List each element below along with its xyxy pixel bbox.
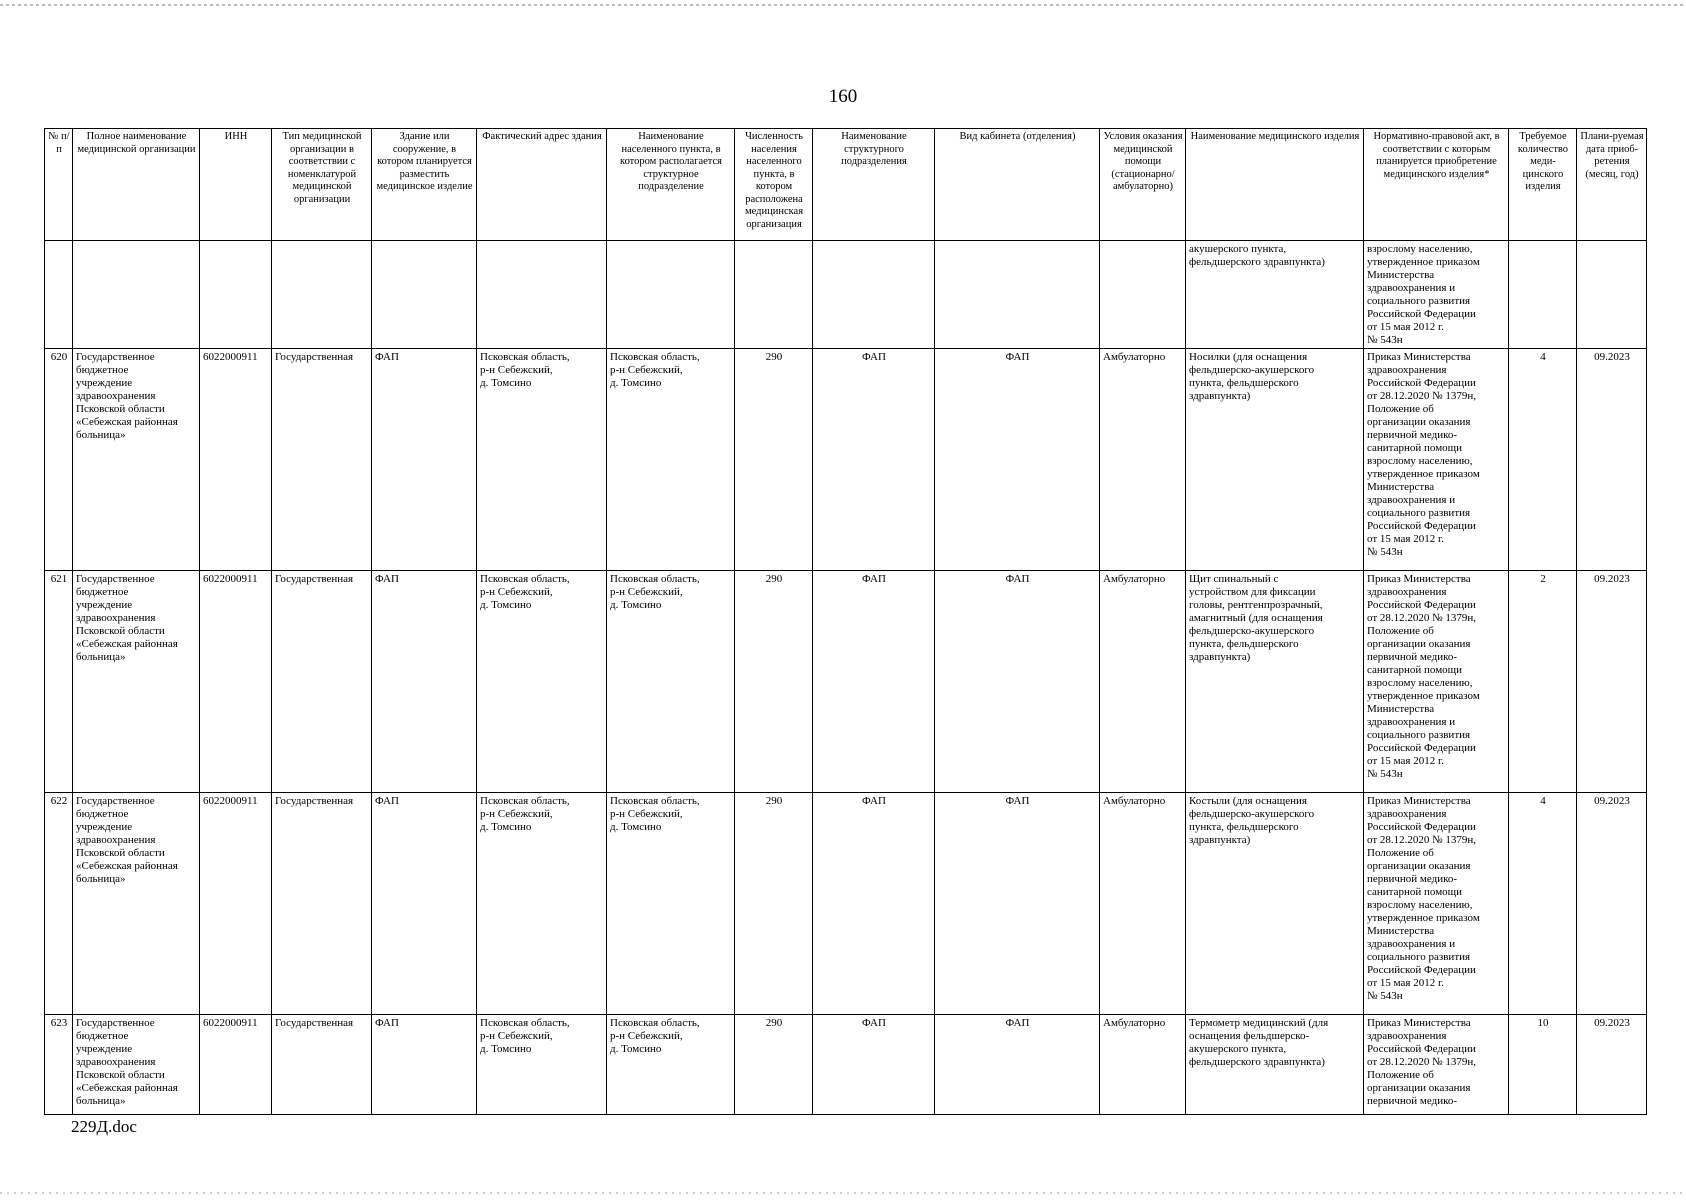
cell-address: Псковская область, р-н Себежский, д. Томсино <box>477 1015 607 1115</box>
cell-unit: ФАП <box>813 571 935 793</box>
cell-num: 620 <box>45 349 73 571</box>
header-type: Тип медицинской организации в соответствии с номенклатурой медицинской организации <box>272 129 372 241</box>
cell-address: Псковская область, р-н Себежский, д. Томсино <box>477 571 607 793</box>
scan-edge-bottom <box>0 1192 1686 1194</box>
cell-date: 09.2023 <box>1577 1015 1647 1115</box>
cell-act: Приказ Министерства здравоохранения Российской Федерации от 28.12.2020 № 1379н, Положение об организации оказания первичной медико- санитарной помощи взрослому населению, утвержденное приказом Министерства здравоохранения и социального развития Российской Федерации от 15 мая 2012 г. № 543н <box>1364 349 1509 571</box>
header-address: Фактический адрес здания <box>477 129 607 241</box>
cell-num: 623 <box>45 1015 73 1115</box>
cell-conditions: Амбулаторно <box>1100 349 1186 571</box>
cell-address: Псковская область, р-н Себежский, д. Томсино <box>477 793 607 1015</box>
cell-num: 621 <box>45 571 73 793</box>
cell-device: Термометр медицинский (для оснащения фельдшерско- акушерского пункта, фельдшерского здравпункта) <box>1186 1015 1364 1115</box>
cell-population: 290 <box>735 571 813 793</box>
cell-unit: ФАП <box>813 1015 935 1115</box>
cell-date: 09.2023 <box>1577 349 1647 571</box>
cell-settlement: Псковская область, р-н Себежский, д. Томсино <box>607 571 735 793</box>
cell-device: акушерского пункта, фельдшерского здравпункта) <box>1186 241 1364 349</box>
cell-building: ФАП <box>372 1015 477 1115</box>
cell-device: Носилки (для оснащения фельдшерско-акушерского пункта, фельдшерского здравпункта) <box>1186 349 1364 571</box>
cell-room: ФАП <box>935 571 1100 793</box>
cell-settlement: Псковская область, р-н Себежский, д. Томсино <box>607 793 735 1015</box>
cell-type: Государственная <box>272 1015 372 1115</box>
cell-inn: 6022000911 <box>200 793 272 1015</box>
cell-unit: ФАП <box>813 793 935 1015</box>
header-room: Вид кабинета (отделения) <box>935 129 1100 241</box>
header-settlement: Наименование населенного пункта, в котором располагается структурное подразделение <box>607 129 735 241</box>
cell-device: Костыли (для оснащения фельдшерско-акушерского пункта, фельдшерского здравпункта) <box>1186 793 1364 1015</box>
header-building: Здание или сооружение, в котором планируется разместить медицинское изделие <box>372 129 477 241</box>
cell-device: Щит спинальный с устройством для фиксации головы, рентгенпрозрачный, амагнитный (для оснащения фельдшерско-акушерского пункта, фельдшерского здравпункта) <box>1186 571 1364 793</box>
cell-address: Псковская область, р-н Себежский, д. Томсино <box>477 349 607 571</box>
cell-conditions: Амбулаторно <box>1100 1015 1186 1115</box>
cell-inn: 6022000911 <box>200 571 272 793</box>
cell-building: ФАП <box>372 349 477 571</box>
header-date: Плани-руемая дата приоб-ретения (месяц, год) <box>1577 129 1647 241</box>
footer-filename: 229Д.doc <box>71 1117 137 1136</box>
cell-org: Государственное бюджетное учреждение здравоохранения Псковской области «Себежская районная больница» <box>73 571 200 793</box>
cell-building: ФАП <box>372 571 477 793</box>
cell-qty: 4 <box>1509 349 1577 571</box>
cell-population: 290 <box>735 793 813 1015</box>
cell-org: Государственное бюджетное учреждение здравоохранения Псковской области «Себежская районная больница» <box>73 1015 200 1115</box>
header-act: Нормативно-правовой акт, в соответствии с которым планируется приобретение медицинского изделия* <box>1364 129 1509 241</box>
table-row <box>45 793 1647 1015</box>
table-row <box>45 349 1647 571</box>
cell-qty: 4 <box>1509 793 1577 1015</box>
cell-unit: ФАП <box>813 349 935 571</box>
scan-edge-top <box>0 4 1686 6</box>
table-row-continuation <box>45 241 1647 349</box>
header-conditions: Условия оказания медицинской помощи (стационарно/ амбулаторно) <box>1100 129 1186 241</box>
cell-type: Государственная <box>272 793 372 1015</box>
cell-act: Приказ Министерства здравоохранения Российской Федерации от 28.12.2020 № 1379н, Положение об организации оказания первичной медико- санитарной помощи взрослому населению, утвержденное приказом Министерства здравоохранения и социального развития Российской Федерации от 15 мая 2012 г. № 543н <box>1364 571 1509 793</box>
page-number: 160 <box>828 86 858 107</box>
header-population: Численность населения населенного пункта, в котором расположена медицинская организация <box>735 129 813 241</box>
cell-room: ФАП <box>935 1015 1100 1115</box>
cell-room: ФАП <box>935 793 1100 1015</box>
cell-type: Государственная <box>272 349 372 571</box>
cell-qty: 10 <box>1509 1015 1577 1115</box>
cell-qty: 2 <box>1509 571 1577 793</box>
cell-room: ФАП <box>935 349 1100 571</box>
header-qty: Требуемое количество меди-цинского изделия <box>1509 129 1577 241</box>
header-device: Наименование медицинского изделия <box>1186 129 1364 241</box>
header-inn: ИНН <box>200 129 272 241</box>
header-num: № п/п <box>45 129 73 241</box>
cell-conditions: Амбулаторно <box>1100 571 1186 793</box>
table-row <box>45 571 1647 793</box>
cell-org: Государственное бюджетное учреждение здравоохранения Псковской области «Себежская районная больница» <box>73 349 200 571</box>
medical-equipment-table <box>44 128 1647 1115</box>
cell-conditions: Амбулаторно <box>1100 793 1186 1015</box>
cell-type: Государственная <box>272 571 372 793</box>
cell-date: 09.2023 <box>1577 571 1647 793</box>
cell-act: Приказ Министерства здравоохранения Российской Федерации от 28.12.2020 № 1379н, Положение об организации оказания первичной медико- <box>1364 1015 1509 1115</box>
cell-org: Государственное бюджетное учреждение здравоохранения Псковской области «Себежская районная больница» <box>73 793 200 1015</box>
cell-num: 622 <box>45 793 73 1015</box>
cell-population: 290 <box>735 1015 813 1115</box>
table-row <box>45 1015 1647 1115</box>
cell-building: ФАП <box>372 793 477 1015</box>
header-org: Полное наименование медицинской организации <box>73 129 200 241</box>
cell-date: 09.2023 <box>1577 793 1647 1015</box>
cell-act: взрослому населению, утвержденное приказом Министерства здравоохранения и социального развития Российской Федерации от 15 мая 2012 г. № 543н <box>1364 241 1509 349</box>
cell-population: 290 <box>735 349 813 571</box>
header-unit: Наименование структурного подразделения <box>813 129 935 241</box>
cell-act: Приказ Министерства здравоохранения Российской Федерации от 28.12.2020 № 1379н, Положение об организации оказания первичной медико- санитарной помощи взрослому населению, утвержденное приказом Министерства здравоохранения и социального развития Российской Федерации от 15 мая 2012 г. № 543н <box>1364 793 1509 1015</box>
cell-settlement: Псковская область, р-н Себежский, д. Томсино <box>607 349 735 571</box>
table-header-row <box>45 129 1647 241</box>
cell-inn: 6022000911 <box>200 349 272 571</box>
cell-inn: 6022000911 <box>200 1015 272 1115</box>
cell-settlement: Псковская область, р-н Себежский, д. Томсино <box>607 1015 735 1115</box>
